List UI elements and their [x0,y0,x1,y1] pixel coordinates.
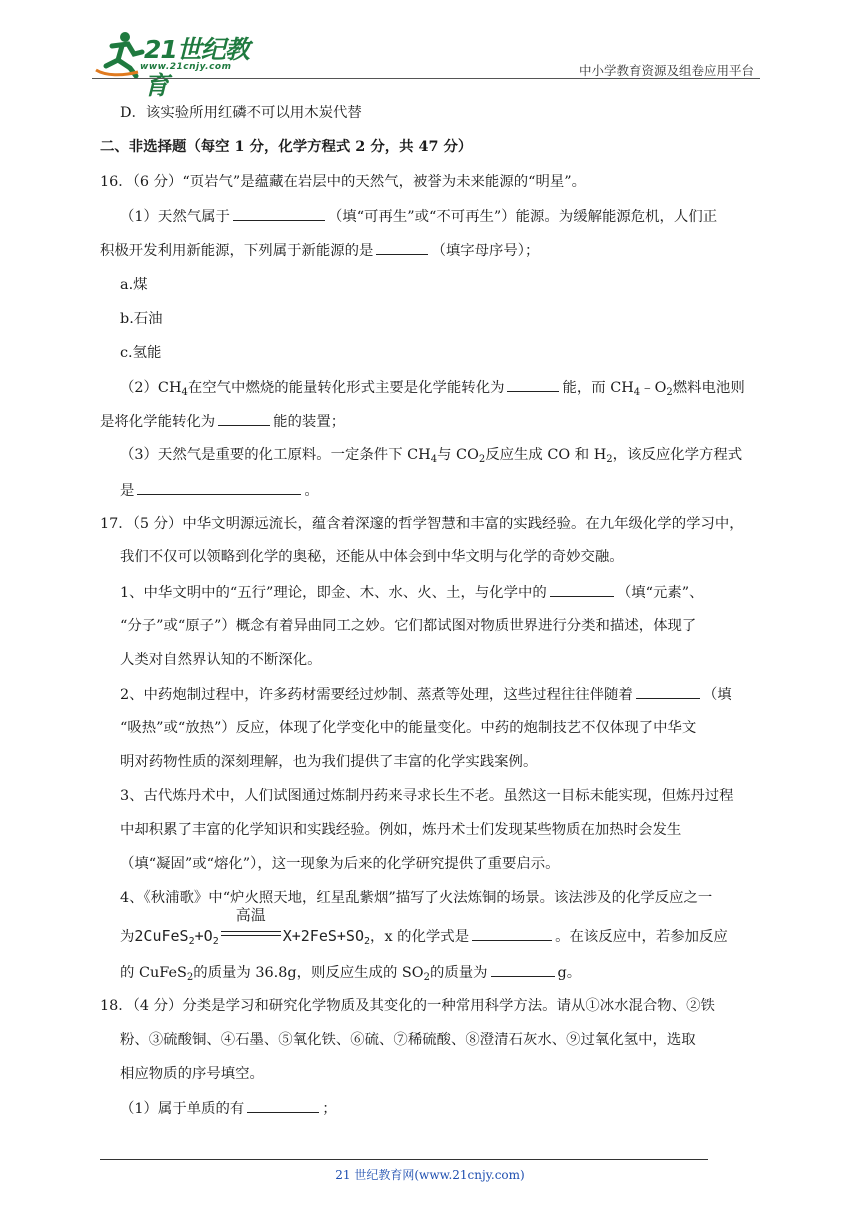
q16-option-a: a.煤 [120,277,148,293]
q17-item3-line2: 中却积累了丰富的化学知识和实践经验。例如，炼丹术士们发现某些物质在加热时会发生 [120,822,682,838]
q16-option-c: c.氢能 [120,345,162,361]
answer-blank[interactable] [472,926,552,941]
reaction-arrow [221,906,281,943]
chemical-equation: $2CuFeS_2+O_2$ 高温 $X+2FeS+SO_2$ [134,906,371,947]
q17-item3-line1: 3、古代炼丹术中，人们试图通过炼制丹药来寻求长生不老。虽然这一目标未能实现，但炼丹过程 [120,788,734,804]
answer-blank[interactable] [137,480,301,495]
answer-blank[interactable] [491,962,555,977]
header-divider [92,78,760,79]
answer-blank[interactable] [376,240,428,255]
question-17-cont: 我们不仅可以领略到化学的奥秘，还能从中体会到中华文明与化学的奇妙交融。 [120,549,624,565]
q16-part3-line2: 是 。 [120,480,319,501]
answer-blank[interactable] [636,684,700,699]
section-title: 二、非选择题（每空 1 分，化学方程式 2 分，共 47 分） [100,138,473,155]
q16-option-b: b.石油 [120,311,163,327]
reaction-condition: 高温 [235,906,266,924]
q18-part1: （1）属于单质的有 ； [120,1098,337,1119]
answer-blank[interactable] [550,582,614,597]
q16-part1-line2: 积极开发利用新能源，下列属于新能源的是 （填字母序号）； [100,240,539,261]
q17-item2-line3: 明对药物性质的深刻理解，也为我们提供了丰富的化学实践案例。 [120,754,538,770]
footer-divider [100,1159,708,1160]
q17-item4-line2: 为$2CuFeS_2+O_2$ 高温 $X+2FeS+SO_2$，x 的化学式是 。在该反应中，若参加反应 [120,926,728,952]
q16-part3-line1: （3）天然气是重要的化工原料。一定条件下 $CH_4$与 $CO_2$反应生成 CO 和 $H_2$，该反应化学方程式 [120,447,743,465]
logo-text: 21世纪教育 [144,35,249,100]
option-d: D．该实验所用红磷不可以用木炭代替 [120,105,362,121]
q17-item4-line3: 的 CuFeS$_2$的质量为 36.8g，则反应生成的 $SO_2$的质量为 g。 [120,962,581,988]
question-16: 16．（6 分）“页岩气”是蕴藏在岩层中的天然气，被誉为未来能源的“明星”。 [100,174,586,190]
answer-blank[interactable] [218,411,270,426]
q16-part1-line1: （1）天然气属于 （填“可再生”或“不可再生”）能源。为缓解能源危机，人们正 [120,206,717,227]
q17-item1-line3: 人类对自然界认知的不断深化。 [120,652,322,668]
question-17: 17．（5 分）中华文明源远流长，蕴含着深邃的哲学智慧和丰富的实践经验。在九年级化学的学习中， [100,516,744,532]
platform-name: 中小学教育资源及组卷应用平台 [578,63,754,78]
answer-blank[interactable] [507,377,559,392]
question-18-cont2: 相应物质的序号填空。 [120,1066,264,1082]
answer-blank[interactable] [233,206,325,221]
q17-item2-line2: “吸热”或“放热”）反应，体现了化学变化中的能量变化。中药的炮制技艺不仅体现了中华文 [120,720,697,736]
q17-item2-line1: 2、中药炮制过程中，许多药材需要经过炒制、蒸煮等处理，这些过程往往伴随着 （填 [120,684,732,705]
q17-item1-line2: “分子”或“原子”）概念有着异曲同工之妙。它们都试图对物质世界进行分类和描述，体现了 [120,618,697,634]
q17-item1-line1: 1、中华文明中的“五行”理论，即金、木、水、火、土，与化学中的 （填“元素”、 [120,582,703,603]
answer-blank[interactable] [247,1098,319,1113]
page-header [0,0,860,100]
q16-part2-line2: 是将化学能转化为 能的装置； [100,411,345,432]
q16-part2-line1: $(2)CH_4$在空气中燃烧的能量转化形式主要是化学能转化为 能，而 $CH_4﹣O_2$燃料电池则 [120,377,745,403]
q17-item3-line3: （填“凝固”或“熔化”），这一现象为后来的化学研究提供了重要启示。 [120,856,560,872]
q17-item4-line1: 4、《秋浦歌》中“炉火照天地，红星乱紫烟”描写了火法炼铜的场景。该法涉及的化学反应之一 [120,890,713,906]
logo-url: www.21cnjy.com [140,62,232,72]
footer-link[interactable]: 21 世纪教育网(www.21cnjy.com) [335,1168,525,1182]
question-18: 18．（4 分）分类是学习和研究化学物质及其变化的一种常用科学方法。请从①冰水混合物、②铁 [100,998,715,1014]
logo [92,30,262,100]
question-18-cont: 粉、③硫酸铜、④石墨、⑤氧化铁、⑥硫、⑦稀硫酸、⑧澄清石灰水、⑨过氧化氢中，选取 [120,1032,696,1048]
